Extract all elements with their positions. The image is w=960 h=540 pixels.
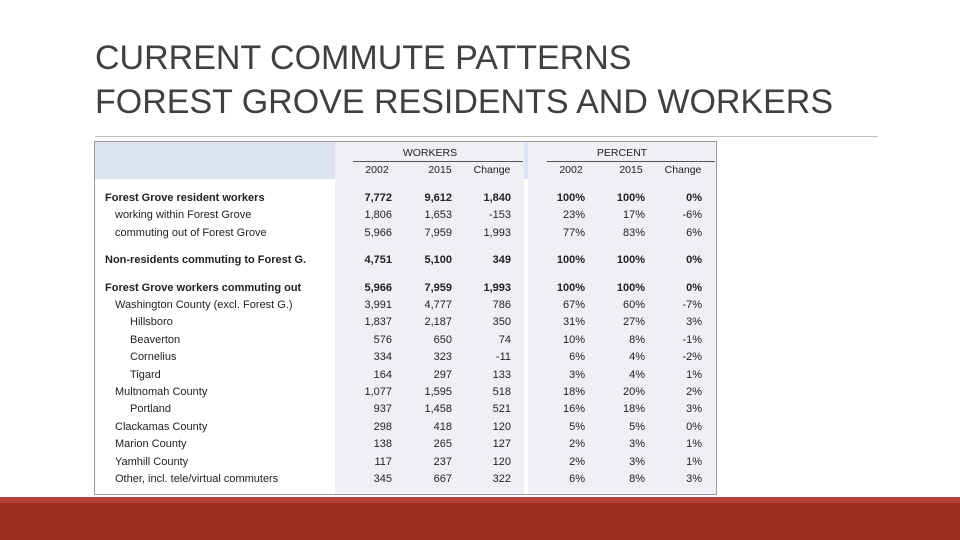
row-label: Non-residents commuting to Forest G. — [105, 254, 307, 267]
row-value-cell: 3% — [686, 316, 702, 329]
row-value-cell: 1,837 — [364, 316, 392, 329]
row-value-cell: 3% — [569, 368, 585, 381]
row-value-cell: 3,991 — [364, 299, 392, 311]
row-value-cell: 100% — [616, 254, 645, 267]
row-value-cell: 0% — [686, 281, 702, 294]
row-label: Tigard — [130, 368, 161, 381]
row-value-cell: 10% — [562, 333, 585, 346]
table-row — [95, 401, 716, 418]
row-value-cell: 518 — [492, 386, 511, 398]
row-value-cell: 650 — [433, 333, 452, 346]
row-value-cell: 164 — [373, 368, 392, 381]
row-value-cell: 298 — [373, 420, 392, 433]
row-value-cell: 3% — [629, 455, 645, 468]
col-header-percent-2015: 2015 — [619, 164, 643, 176]
workers-header-underline — [353, 161, 523, 162]
slide-title-line-1: CURRENT COMMUTE PATTERNS — [95, 39, 632, 77]
row-value-cell: 322 — [492, 473, 511, 485]
row-value-cell: 2% — [569, 455, 585, 468]
row-label: Marion County — [115, 438, 187, 451]
row-value-cell: -2% — [682, 351, 702, 364]
table-row — [95, 314, 716, 331]
col-header-percent-change: Change — [664, 164, 702, 176]
row-value-cell: 0% — [686, 254, 702, 267]
row-value-cell: 0% — [686, 192, 702, 204]
row-value-cell: 237 — [433, 455, 452, 468]
row-value-cell: 100% — [616, 281, 645, 294]
table-row — [95, 252, 716, 269]
row-label: Forest Grove resident workers — [105, 192, 265, 204]
row-label: commuting out of Forest Grove — [115, 226, 267, 239]
row-value-cell: 2% — [686, 386, 702, 398]
row-value-cell: 27% — [622, 316, 645, 329]
row-label: Multnomah County — [115, 386, 208, 398]
row-value-cell: 576 — [373, 333, 392, 346]
row-value-cell: 521 — [492, 403, 511, 416]
commute-table — [94, 141, 717, 495]
row-value-cell: 138 — [373, 438, 392, 451]
row-label: Cornelius — [130, 351, 177, 364]
row-value-cell: 31% — [562, 316, 585, 329]
table-row — [95, 190, 716, 207]
row-value-cell: 120 — [492, 455, 511, 468]
row-value-cell: 100% — [616, 192, 645, 204]
row-value-cell: 265 — [433, 438, 452, 451]
row-label: Portland — [130, 403, 171, 416]
workers-group-header: WORKERS — [402, 147, 458, 159]
row-value-cell: 3% — [686, 473, 702, 485]
row-value-cell: 5% — [569, 420, 585, 433]
row-value-cell: 1,595 — [424, 386, 452, 398]
row-label: Clackamas County — [115, 420, 208, 433]
col-header-workers-change: Change — [473, 164, 511, 176]
row-value-cell: 7,959 — [424, 281, 452, 294]
footer-accent-bar — [0, 497, 960, 540]
row-value-cell: 1,840 — [483, 192, 511, 204]
row-value-cell: 17% — [622, 209, 645, 222]
row-value-cell: 667 — [433, 473, 452, 485]
row-value-cell: 1% — [686, 368, 702, 381]
row-value-cell: 5% — [629, 420, 645, 433]
row-value-cell: 1,458 — [424, 403, 452, 416]
col-header-workers-2002: 2002 — [365, 164, 389, 176]
row-label: Other, incl. tele/virtual commuters — [115, 473, 279, 485]
percent-group-header: PERCENT — [596, 147, 648, 159]
row-value-cell: 60% — [622, 299, 645, 311]
row-value-cell: 4,751 — [364, 254, 392, 267]
table-row — [95, 280, 716, 297]
row-value-cell: 7,772 — [364, 192, 392, 204]
row-value-cell: 100% — [556, 281, 585, 294]
row-value-cell: 20% — [622, 386, 645, 398]
table-row — [95, 436, 716, 453]
row-value-cell: 7,959 — [424, 226, 452, 239]
row-value-cell: 120 — [492, 420, 511, 433]
table-row — [95, 454, 716, 471]
row-value-cell: 18% — [562, 386, 585, 398]
row-value-cell: 127 — [492, 438, 511, 451]
row-value-cell: 323 — [433, 351, 452, 364]
row-value-cell: 16% — [562, 403, 585, 416]
row-value-cell: 1% — [686, 455, 702, 468]
row-value-cell: 100% — [556, 192, 585, 204]
row-value-cell: 334 — [373, 351, 392, 364]
table-row — [95, 349, 716, 366]
row-value-cell: 786 — [492, 299, 511, 311]
row-value-cell: 349 — [492, 254, 511, 267]
title-divider — [95, 136, 878, 137]
row-value-cell: 1% — [686, 438, 702, 451]
row-value-cell: 5,966 — [364, 281, 392, 294]
percent-header-underline — [547, 161, 715, 162]
row-value-cell: -153 — [488, 209, 511, 222]
row-value-cell: 345 — [373, 473, 392, 485]
row-value-cell: 23% — [562, 209, 585, 222]
table-row — [95, 225, 716, 242]
row-label: working within Forest Grove — [115, 209, 252, 222]
table-row — [95, 207, 716, 224]
row-value-cell: 77% — [562, 226, 585, 239]
row-value-cell: -11 — [495, 351, 511, 364]
slide-title-line-2: FOREST GROVE RESIDENTS AND WORKERS — [95, 83, 834, 121]
row-label: Hillsboro — [130, 316, 173, 329]
row-value-cell: 8% — [629, 473, 645, 485]
row-value-cell: -6% — [682, 209, 702, 222]
row-value-cell: 0% — [686, 420, 702, 433]
row-value-cell: 297 — [433, 368, 452, 381]
row-value-cell: 937 — [373, 403, 392, 416]
row-value-cell: 2,187 — [424, 316, 452, 329]
row-value-cell: 133 — [492, 368, 511, 381]
row-value-cell: 100% — [556, 254, 585, 267]
row-value-cell: 418 — [433, 420, 452, 433]
row-value-cell: 6% — [569, 351, 585, 364]
row-label: Washington County (excl. Forest G.) — [115, 299, 293, 311]
col-header-workers-2015: 2015 — [428, 164, 452, 176]
row-value-cell: 117 — [374, 455, 392, 468]
col-header-percent-2002: 2002 — [559, 164, 583, 176]
slide-title — [95, 36, 833, 124]
table-row — [95, 419, 716, 436]
table-row — [95, 384, 716, 401]
row-value-cell: 3% — [629, 438, 645, 451]
table-row — [95, 367, 716, 384]
row-value-cell: 6% — [569, 473, 585, 485]
row-value-cell: 5,966 — [364, 226, 392, 239]
row-value-cell: 6% — [686, 226, 702, 239]
row-label: Yamhill County — [115, 455, 189, 468]
row-value-cell: 74 — [498, 333, 511, 346]
row-value-cell: 2% — [569, 438, 585, 451]
row-value-cell: -1% — [682, 333, 702, 346]
footer-accent-highlight — [0, 497, 960, 503]
row-value-cell: 1,653 — [424, 209, 452, 222]
row-value-cell: 83% — [622, 226, 645, 239]
row-value-cell: 1,993 — [483, 226, 511, 239]
row-label: Forest Grove workers commuting out — [105, 281, 302, 294]
table-row — [95, 471, 716, 488]
table-row — [95, 332, 716, 349]
row-value-cell: 18% — [622, 403, 645, 416]
row-value-cell: 1,806 — [364, 209, 392, 222]
row-label: Beaverton — [130, 333, 181, 346]
row-value-cell: 3% — [686, 403, 702, 416]
row-value-cell: 1,077 — [364, 386, 392, 398]
row-value-cell: 350 — [492, 316, 511, 329]
row-value-cell: 1,993 — [483, 281, 511, 294]
row-value-cell: 4,777 — [424, 299, 452, 311]
row-value-cell: 67% — [562, 299, 585, 311]
table-row — [95, 297, 716, 314]
row-value-cell: 4% — [629, 351, 645, 364]
row-value-cell: 9,612 — [424, 192, 452, 204]
row-value-cell: -7% — [682, 299, 702, 311]
row-value-cell: 5,100 — [424, 254, 452, 267]
row-value-cell: 4% — [629, 368, 645, 381]
row-value-cell: 8% — [629, 333, 645, 346]
